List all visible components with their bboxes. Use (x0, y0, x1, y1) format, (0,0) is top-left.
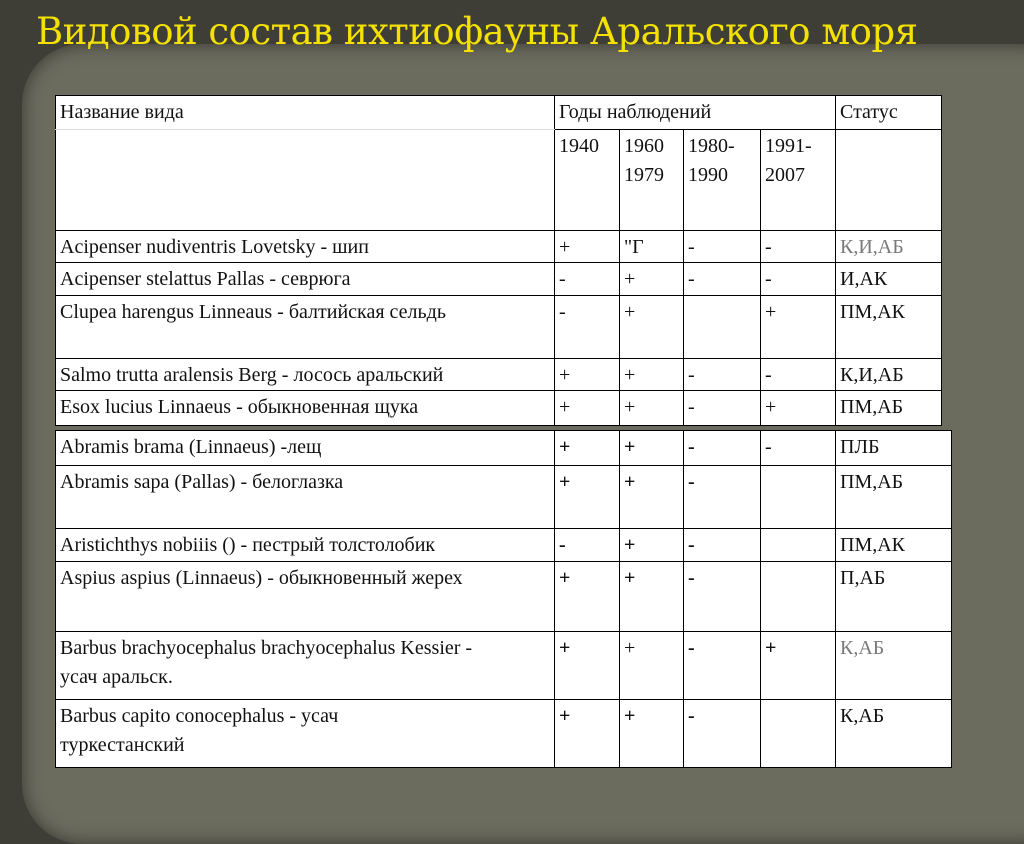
cell-1940: - (555, 263, 620, 296)
status-cell: И,АК (836, 263, 942, 296)
year-1960-1979: 1960 1979 (620, 130, 684, 231)
status-cell: ПМ,АБ (836, 466, 952, 529)
cell-1991-2007: + (761, 296, 836, 359)
cell-1960-1979: + (620, 263, 684, 296)
header-years: Годы наблюдений (555, 96, 836, 130)
species-name: Barbus capito conocephalus - усач туркестанский (56, 700, 555, 768)
cell-1940: + (555, 562, 620, 632)
status-cell: ПМ,АБ (836, 391, 942, 426)
species-name: Abramis brama (Linnaeus) -лещ (56, 431, 555, 466)
status-cell: К,И,АБ (836, 359, 942, 391)
table-row (56, 466, 952, 529)
cell-1960-1979: + (620, 466, 684, 529)
species-name: Clupea harengus Linneaus - балтийская сельдь (56, 296, 555, 359)
slide-title: Видовой состав ихтиофауны Аральского моря (36, 10, 918, 53)
cell-1940: + (555, 700, 620, 768)
cell-1960-1979: + (620, 632, 684, 700)
status-cell: П,АБ (836, 562, 952, 632)
cell-1960-1979: + (620, 359, 684, 391)
cell-1960-1979: + (620, 529, 684, 562)
year-1940: 1940 (555, 130, 620, 231)
cell-1960-1979: "Г (620, 231, 684, 263)
species-name: Acipenser stelattus Pallas - севрюга (56, 263, 555, 296)
cell-1940: + (555, 231, 620, 263)
cell-1980-1990: - (684, 466, 761, 529)
year-1980-1990: 1980- 1990 (684, 130, 761, 231)
species-name: Acipenser nudiventris Lovetsky - шип (56, 231, 555, 263)
species-name: Barbus brachyocephalus brachyocephalus Kessier - усач аральск. (56, 632, 555, 700)
species-name: Salmo trutta aralensis Berg - лосось аральский (56, 359, 555, 391)
table-row (56, 296, 942, 359)
species-name: Aspius aspius (Linnaeus) - обыкновенный жерех (56, 562, 555, 632)
cell-1940: + (555, 632, 620, 700)
status-cell: ПЛБ (836, 431, 952, 466)
cell-1991-2007: - (761, 431, 836, 466)
cell-1991-2007 (761, 529, 836, 562)
cell-1940: + (555, 391, 620, 426)
cell-1980-1990: - (684, 231, 761, 263)
status-cell: ПМ,АК (836, 529, 952, 562)
cell-1940: + (555, 431, 620, 466)
header-species-spacer (56, 130, 555, 231)
status-cell: К,АБ (836, 632, 952, 700)
cell-1960-1979: + (620, 431, 684, 466)
table-row (56, 562, 952, 632)
cell-1960-1979: + (620, 562, 684, 632)
table-row (56, 359, 942, 391)
cell-1980-1990: - (684, 632, 761, 700)
cell-1980-1990 (684, 296, 761, 359)
cell-1960-1979: + (620, 391, 684, 426)
table-header-row (56, 96, 942, 130)
cell-1980-1990: - (684, 700, 761, 768)
table-years-row (56, 130, 942, 231)
cell-1940: + (555, 466, 620, 529)
table-row (56, 632, 952, 700)
species-table-upper (55, 95, 942, 426)
cell-1980-1990: - (684, 431, 761, 466)
cell-1960-1979: + (620, 296, 684, 359)
species-name: Abramis sapa (Pallas) - белоглазка (56, 466, 555, 529)
cell-1991-2007: - (761, 359, 836, 391)
status-cell: ПМ,АК (836, 296, 942, 359)
cell-1991-2007: + (761, 632, 836, 700)
cell-1991-2007 (761, 562, 836, 632)
table-row (56, 391, 942, 426)
cell-1991-2007 (761, 466, 836, 529)
table-row (56, 700, 952, 768)
species-table-lower (55, 430, 952, 768)
status-cell: К,АБ (836, 700, 952, 768)
cell-1960-1979: + (620, 700, 684, 768)
species-name: Esox lucius Linnaeus - обыкновенная щука (56, 391, 555, 426)
header-status: Статус (836, 96, 942, 130)
cell-1980-1990: - (684, 263, 761, 296)
table-row (56, 529, 952, 562)
table-row (56, 231, 942, 263)
species-name: Aristichthys nobiiis () - пестрый толстолобик (56, 529, 555, 562)
cell-1991-2007: - (761, 263, 836, 296)
cell-1980-1990: - (684, 391, 761, 426)
cell-1991-2007: - (761, 231, 836, 263)
cell-1980-1990: - (684, 359, 761, 391)
header-species: Название вида (56, 96, 555, 130)
status-cell: К,И,АБ (836, 231, 942, 263)
year-1991-2007: 1991- 2007 (761, 130, 836, 231)
cell-1980-1990: - (684, 529, 761, 562)
cell-1980-1990: - (684, 562, 761, 632)
cell-1940: - (555, 296, 620, 359)
cell-1940: + (555, 359, 620, 391)
header-status-spacer (836, 130, 942, 231)
table-row (56, 263, 942, 296)
table-row (56, 431, 952, 466)
cell-1991-2007: + (761, 391, 836, 426)
cell-1940: - (555, 529, 620, 562)
cell-1991-2007 (761, 700, 836, 768)
